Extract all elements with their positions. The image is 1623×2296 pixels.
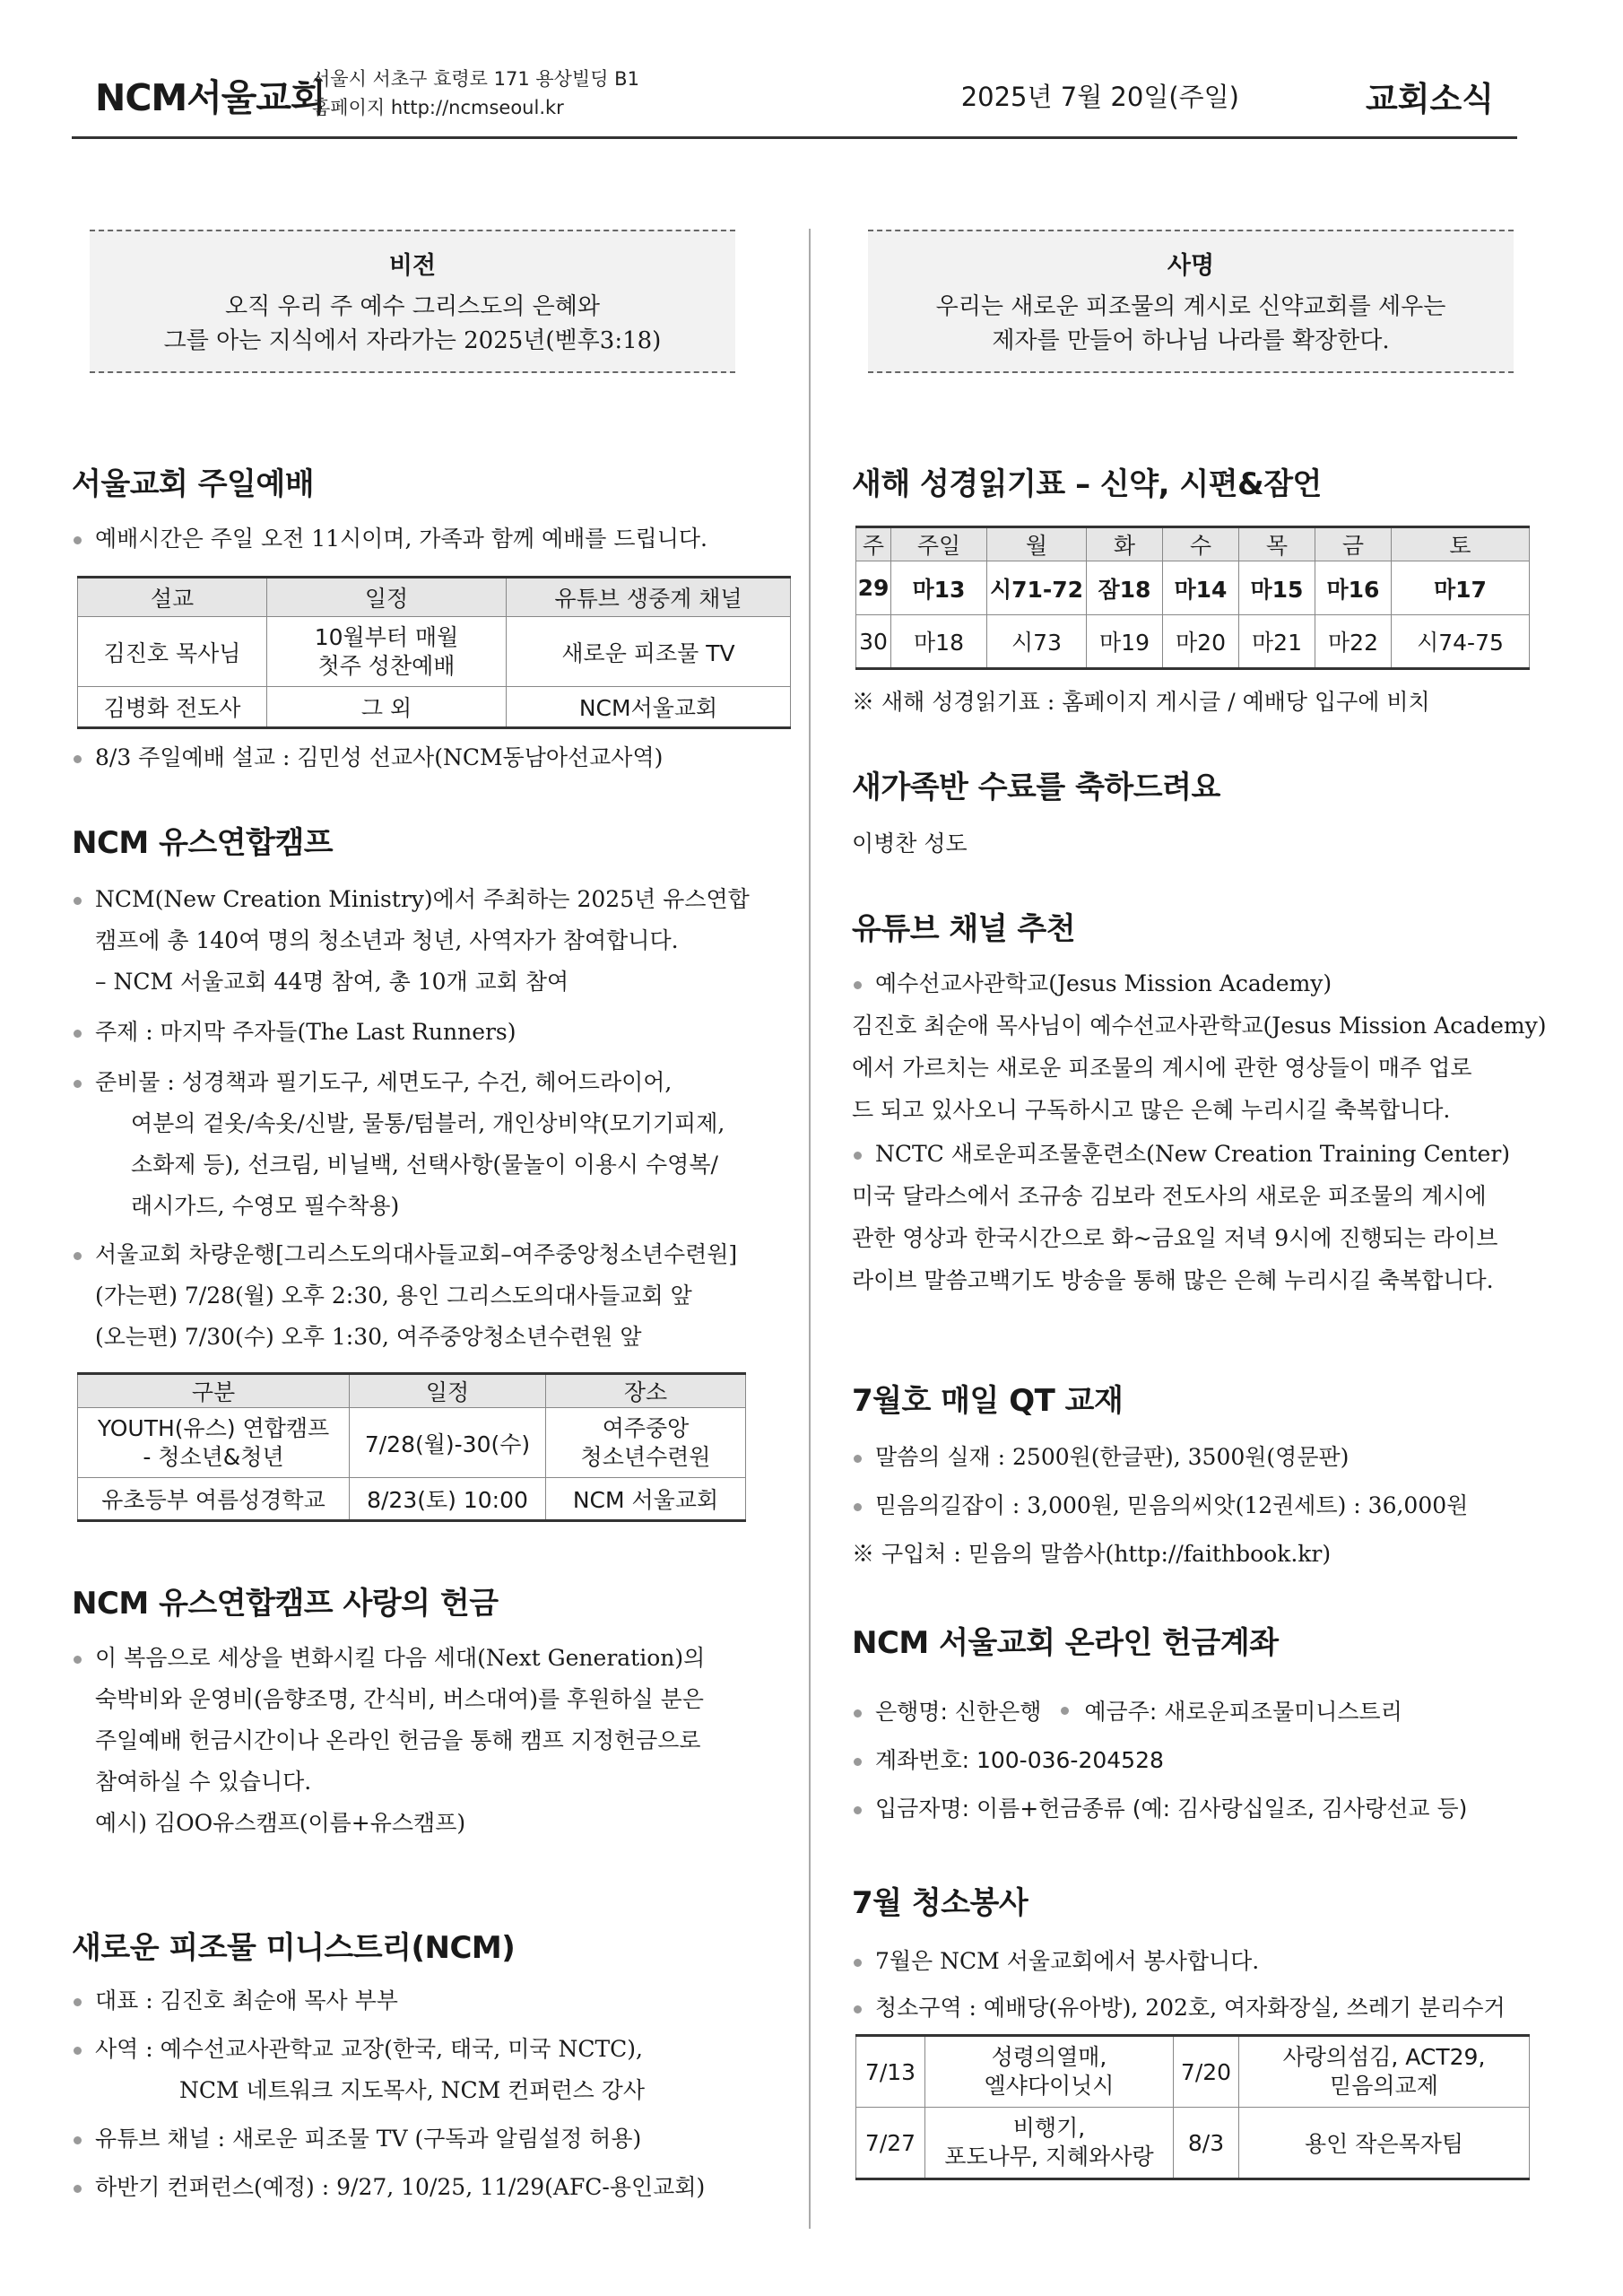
account-title: NCM 서울교회 온라인 헌금계좌 [852,1625,1279,1661]
camp-prep-line: 준비물 : 성경책과 필기도구, 세면도구, 수건, 헤어드라이어, [95,1069,673,1095]
youtube-desc [852,1004,1547,1131]
youtube-item: NCTC 새로운피조물훈련소(New Creation Training Center) [852,1134,1510,1175]
vision-box [90,230,735,373]
table-row [78,1408,746,1478]
table-header: 주일 [891,527,987,561]
worship-table [77,576,791,729]
group-line: 사랑의섬김, ACT29, [1282,2044,1486,2070]
group-line: 성령의열매, [991,2044,1107,2070]
table-header: 목 [1239,527,1315,561]
bible-note: ※ 새해 성경읽기표 : 홈페이지 게시글 / 예배당 입구에 비치 [852,689,1430,715]
place-line: 청소년수련원 [580,1443,711,1470]
church-address [312,65,639,122]
reading-cell: 시71-72 [987,561,1087,615]
camp-prep-line: 소화제 등), 선크림, 비닐백, 선택사항(물놀이 이용시 수영복/ [131,1152,718,1178]
category-cell: 유초등부 여름성경학교 [78,1478,350,1521]
camp-prep [72,1062,725,1227]
table-header: 토 [1392,527,1530,561]
camp-bus [72,1234,737,1358]
offering-text [72,1638,705,1844]
youtube-desc-line: 라이브 말씀고백기도 방송을 통해 많은 은혜 누리시길 축복합니다. [852,1267,1494,1293]
cleaning-item: 청소구역 : 예배당(유아방), 202호, 여자화장실, 쓰레기 분리수거 [852,1987,1506,2029]
reading-cell: 시73 [987,615,1087,669]
group-line: 포도나무, 지혜와사랑 [944,2144,1154,2170]
channel-cell: NCM서울교회 [507,687,791,728]
reading-cell: 마22 [1315,615,1392,669]
reading-cell: 마21 [1239,615,1315,669]
table-row [856,2036,1530,2108]
table-header: 화 [1087,527,1163,561]
date-cell: 8/3 [1174,2108,1239,2179]
table-header: 일정 [267,578,507,617]
reading-cell: 마19 [1087,615,1163,669]
table-header: 월 [987,527,1087,561]
date-cell: 7/13 [856,2036,925,2108]
table-row [856,615,1530,669]
group-line: 비행기, [1012,2115,1086,2141]
vision-line: 오직 우리 주 예수 그리스도의 은혜와 [224,293,601,320]
mission-text [868,290,1514,358]
group-cell: 용인 작은목자팀 [1239,2108,1530,2179]
offering-line: 참여하실 수 있습니다. [95,1769,312,1795]
bible-table [855,526,1530,670]
cleaning-title: 7월 청소봉사 [852,1885,1028,1921]
week-cell: 30 [856,615,891,669]
ncm-ministry [72,2029,645,2111]
offering-line: 주일예배 헌금시간이나 온라인 헌금을 통해 캠프 지정헌금으로 [95,1727,701,1753]
youtube-desc-line: 에서 가르치는 새로운 피조물의 계시에 관한 영상들이 매주 업로 [852,1055,1472,1081]
camp-intro-line: NCM(New Creation Ministry)에서 주최하는 2025년 유스연합 [95,886,750,912]
speaker-cell: 김병화 전도사 [78,687,267,728]
worship-intro: 예배시간은 주일 오전 11시이며, 가족과 함께 예배를 드립니다. [72,518,707,560]
graduation-title: 새가족반 수료를 축하드려요 [852,770,1220,805]
graduation-name: 이병찬 성도 [852,831,968,857]
ncm-title: 새로운 피조물 미니스트리(NCM) [72,1930,516,1966]
table-row [78,1478,746,1521]
reading-cell: 마13 [891,561,987,615]
reading-cell: 마14 [1163,561,1239,615]
qt-item: 믿음의길잡이 : 3,000원, 믿음의씨앗(12권세트) : 36,000원 [852,1485,1468,1526]
camp-theme: 주제 : 마지막 주자들(The Last Runners) [72,1012,516,1053]
table-header: 유튜브 생중계 채널 [507,578,791,617]
worship-note: 8/3 주일예배 설교 : 김민성 선교사(NCM동남아선교사역) [72,737,663,778]
date-cell: 7/20 [1174,2036,1239,2108]
group-cell [1239,2036,1530,2108]
camp-bus-line: (가는편) 7/28(월) 오후 2:30, 용인 그리스도의대사들교회 앞 [95,1283,692,1309]
account-depositor: 입금자명: 이름+헌금종류 (예: 김사랑십일조, 김사랑선교 등) [852,1788,1467,1830]
account-holder-wrap [1048,1699,1402,1725]
table-header: 장소 [546,1374,746,1408]
vision-text [90,290,735,358]
qt-title: 7월호 매일 QT 교재 [852,1383,1124,1419]
mission-line: 우리는 새로운 피조물의 계시로 신약교회를 세우는 [935,293,1446,320]
category-line: - 청소년&청년 [143,1443,284,1470]
group-cell [925,2036,1174,2108]
camp-intro-line: 캠프에 총 140여 명의 청소년과 청년, 사역자가 참여합니다. [95,927,679,953]
youtube-item: 예수선교사관학교(Jesus Mission Academy) [852,963,1332,1004]
channel-cell: 새로운 피조물 TV [507,617,791,687]
mission-line: 제자를 만들어 하나님 나라를 확장한다. [992,327,1390,354]
camp-prep-line: 래시가드, 수영모 필수착용) [131,1193,400,1219]
table-header: 주 [856,527,891,561]
schedule-cell [267,617,507,687]
reading-cell: 마17 [1392,561,1530,615]
qt-item: 말씀의 실재 : 2500원(한글판), 3500원(영문판) [852,1437,1349,1478]
camp-prep-line: 여분의 겉옷/속옷/신발, 물통/텀블러, 개인상비약(모기기피제, [131,1110,725,1136]
speaker-cell: 김진호 목사님 [78,617,267,687]
worship-title: 서울교회 주일예배 [72,466,315,502]
youtube-desc-line: 관한 영상과 한국시간으로 화~금요일 저녁 9시에 진행되는 라이브 [852,1225,1498,1251]
camp-intro [72,879,750,1003]
table-header: 구분 [78,1374,350,1408]
bulletin-title: 교회소식 [1366,80,1494,118]
mission-box [868,230,1514,373]
camp-title: NCM 유스연합캠프 [72,825,334,861]
table-row [856,2108,1530,2179]
date-cell: 7/27 [856,2108,925,2179]
reading-cell: 마20 [1163,615,1239,669]
reading-cell: 시74-75 [1392,615,1530,669]
account-holder: 예금주: 새로운피조물미니스트리 [1084,1699,1402,1725]
reading-cell: 마16 [1315,561,1392,615]
ncm-ministry-line: 사역 : 예수선교사관학교 교장(한국, 태국, 미국 NCTC), [95,2036,643,2062]
camp-bus-line: 서울교회 차량운행[그리스도의대사들교회–여주중앙청소년수련원] [95,1241,738,1267]
vision-line: 그를 아는 지식에서 자라가는 2025년(벧후3:18) [163,327,662,354]
account-bank: 은행명: 신한은행 [875,1699,1042,1725]
youtube-desc-line: 김진호 최순애 목사님이 예수선교사관학교(Jesus Mission Academy) [852,1013,1547,1039]
bulletin-date: 2025년 7월 20일(주일) [960,82,1239,112]
offering-line: 예시) 김OO유스캠프(이름+유스캠프) [95,1810,466,1836]
youtube-title: 유튜브 채널 추천 [852,911,1076,947]
schedule-cell: 그 외 [267,687,507,728]
table-row [78,617,791,687]
camp-table [77,1372,746,1522]
date-cell: 8/23(토) 10:00 [350,1478,546,1521]
youtube-desc-line: 드 되고 있사오니 구독하시고 많은 은혜 누리시길 축복합니다. [852,1097,1451,1123]
qt-note: ※ 구입처 : 믿음의 말씀사(http://faithbook.kr) [852,1541,1332,1567]
page-header [72,56,1517,139]
cleaning-table [855,2034,1530,2180]
youtube-desc-line: 미국 달라스에서 조규송 김보라 전도사의 새로운 피조물의 계시에 [852,1183,1487,1209]
place-cell [546,1408,746,1478]
table-header: 설교 [78,578,267,617]
group-line: 믿음의교제 [1330,2073,1438,2099]
table-header: 수 [1163,527,1239,561]
date-cell: 7/28(월)-30(수) [350,1408,546,1478]
offering-line: 숙박비와 운영비(음향조명, 간식비, 버스대여)를 후원하실 분은 [95,1686,704,1712]
address-line: 서울시 서초구 효령로 171 용상빌딩 B1 [312,68,639,90]
reading-cell: 마15 [1239,561,1315,615]
ncm-youtube: 유튜브 채널 : 새로운 피조물 TV (구독과 알림설정 허용) [72,2118,641,2160]
table-row [78,687,791,728]
mission-title: 사명 [1167,252,1215,280]
reading-cell: 마18 [891,615,987,669]
table-header: 금 [1315,527,1392,561]
group-cell [925,2108,1174,2179]
bible-title: 새해 성경읽기표 – 신약, 시편&잠언 [852,466,1322,502]
camp-bus-line: (오는편) 7/30(수) 오후 1:30, 여주중앙청소년수련원 앞 [95,1324,642,1350]
column-divider [809,229,811,2229]
table-header: 일정 [350,1374,546,1408]
account-number: 계좌번호: 100-036-204528 [852,1740,1164,1781]
reading-cell: 잠18 [1087,561,1163,615]
table-row [856,561,1530,615]
account-bank-line [852,1692,1402,1733]
week-cell: 29 [856,561,891,615]
group-line: 엘샤다이닛시 [984,2073,1115,2099]
schedule-line: 첫주 성찬예배 [317,652,456,679]
ncm-rep: 대표 : 김진호 최순애 목사 부부 [72,1980,398,2022]
category-cell [78,1408,350,1478]
ncm-ministry-line: NCM 네트워크 지도목사, NCM 컨퍼런스 강사 [179,2077,645,2103]
ncm-conference: 하반기 컨퍼런스(예정) : 9/27, 10/25, 11/29(AFC-용인교회) [72,2167,705,2208]
place-cell: NCM 서울교회 [546,1478,746,1521]
church-name: NCM서울교회 [95,76,325,119]
camp-intro-line: – NCM 서울교회 44명 참여, 총 10개 교회 참여 [95,969,569,995]
offering-title: NCM 유스연합캠프 사랑의 헌금 [72,1586,499,1622]
vision-title: 비전 [388,252,437,280]
bullet [1061,1707,1069,1715]
schedule-line: 10월부터 매월 [314,623,459,650]
offering-line: 이 복음으로 세상을 변화시킬 다음 세대(Next Generation)의 [95,1645,706,1671]
cleaning-item: 7월은 NCM 서울교회에서 봉사합니다. [852,1941,1259,1982]
place-line: 여주중앙 [602,1414,690,1441]
youtube-desc [852,1175,1497,1301]
homepage-line: 홈페이지 http://ncmseoul.kr [312,97,564,118]
category-line: YOUTH(유스) 연합캠프 [97,1414,330,1441]
